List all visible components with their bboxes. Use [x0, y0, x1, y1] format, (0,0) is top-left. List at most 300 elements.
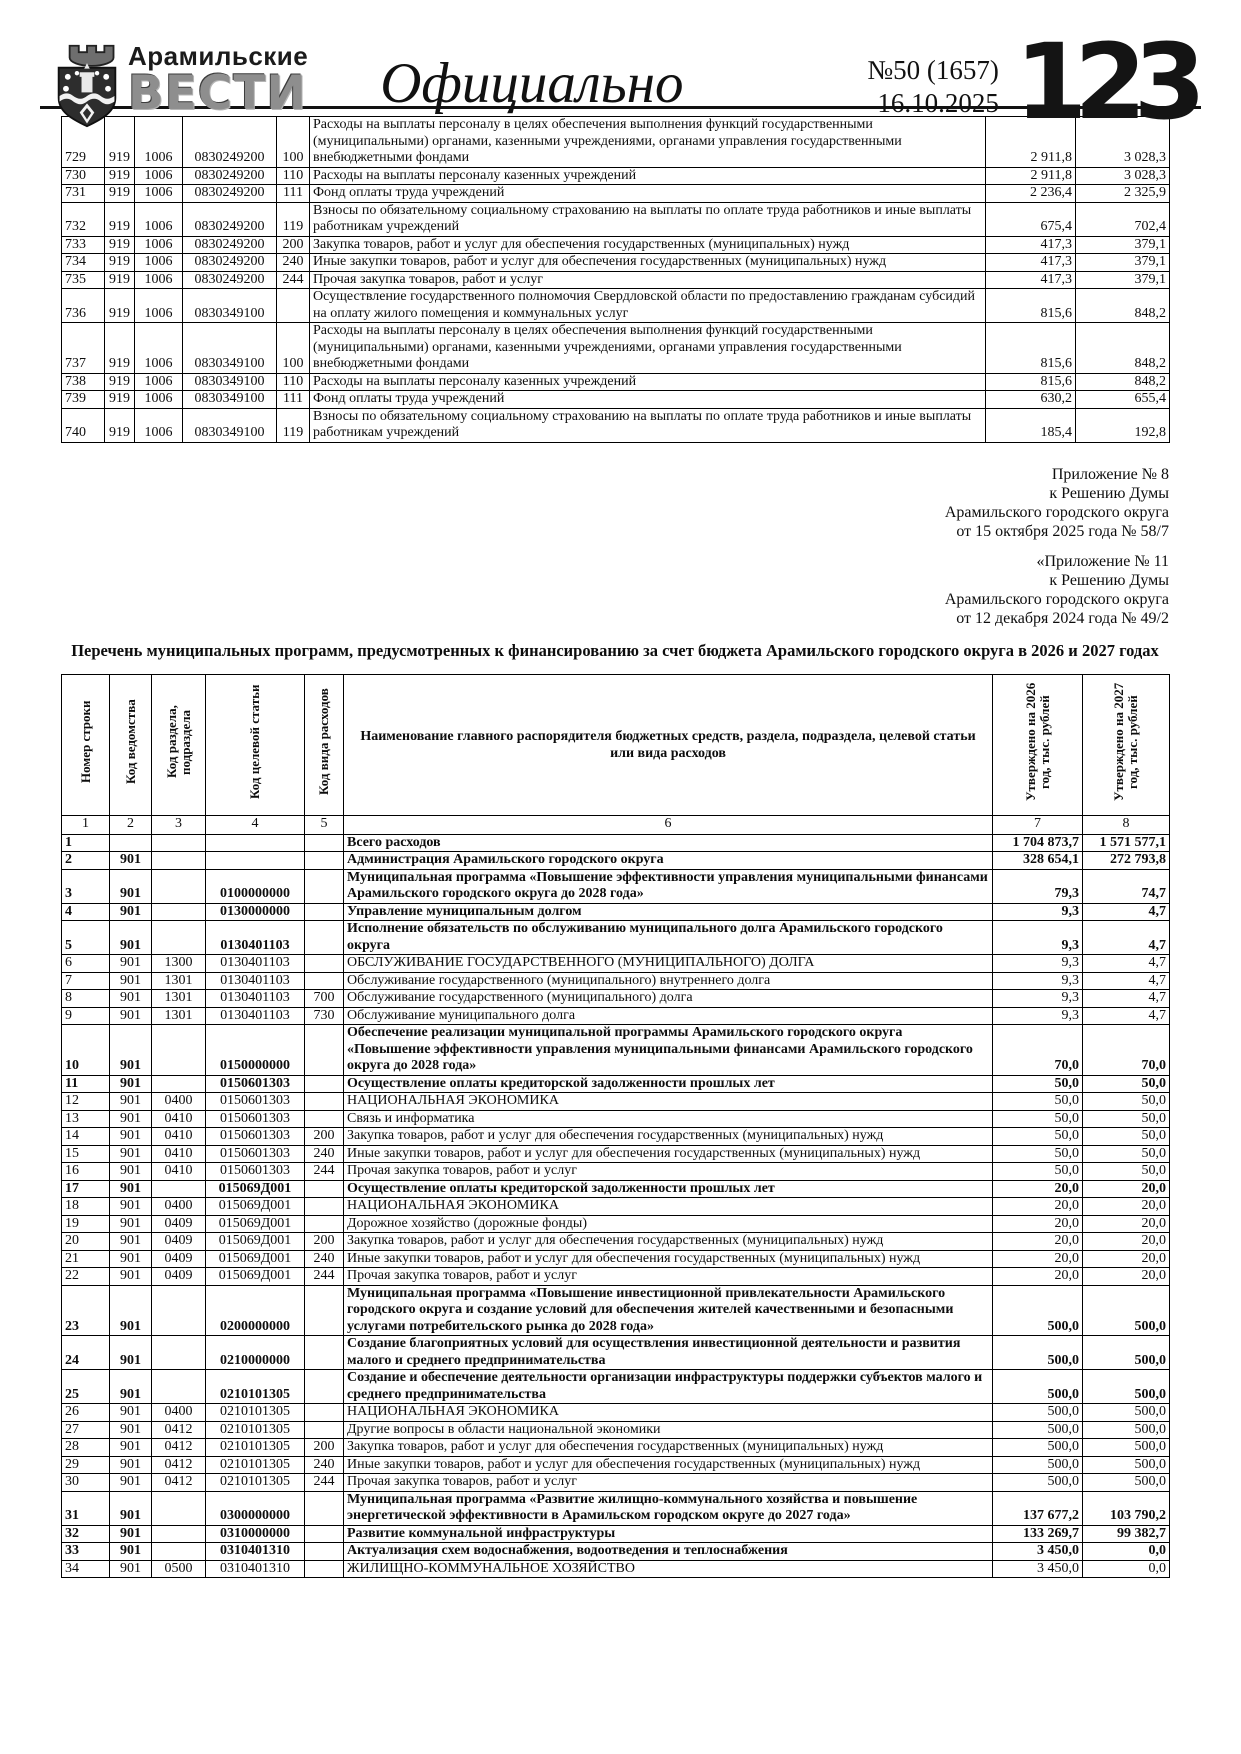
razdel-code-cell: [152, 852, 206, 870]
row-number-cell: 21: [62, 1250, 110, 1268]
row-number-cell: 2: [62, 852, 110, 870]
row-number-cell: 17: [62, 1180, 110, 1198]
amount-2027-cell: 500,0: [1083, 1421, 1170, 1439]
razdel-code-cell: 0400: [152, 1093, 206, 1111]
razdel-code-cell: [152, 921, 206, 955]
expense-kind-cell: [305, 903, 344, 921]
expense-kind-cell: 244: [305, 1268, 344, 1286]
amount-2026-cell: 500,0: [993, 1404, 1083, 1422]
vedomstvo-code-cell: 901: [110, 1474, 152, 1492]
row-number-cell: 28: [62, 1439, 110, 1457]
expense-kind-cell: 240: [277, 254, 310, 272]
vedomstvo-code-cell: 901: [110, 1404, 152, 1422]
table-row: [62, 1128, 1170, 1146]
target-article-cell: 0210101305: [206, 1439, 305, 1457]
table-row: [62, 167, 1170, 185]
expense-kind-cell: 240: [305, 1145, 344, 1163]
razdel-code-cell: [152, 1075, 206, 1093]
amount-2027-cell: 848,2: [1076, 373, 1170, 391]
row-number-cell: 6: [62, 955, 110, 973]
amount-2027-cell: 0,0: [1083, 1560, 1170, 1578]
table-row: [62, 1163, 1170, 1181]
header-vedomstvo: Код ведомства: [110, 674, 152, 815]
header-approved-2027: Утверждено на 2027 год, тыс. рублей: [1083, 674, 1170, 815]
table-row: [62, 391, 1170, 409]
expense-kind-cell: [305, 921, 344, 955]
amount-2026-cell: 417,3: [986, 271, 1076, 289]
table-row: [62, 903, 1170, 921]
amount-2027-cell: 3 028,3: [1076, 167, 1170, 185]
razdel-code-cell: [152, 1543, 206, 1561]
vedomstvo-code-cell: 901: [110, 1543, 152, 1561]
target-article-cell: 0150000000: [206, 1025, 305, 1076]
header-name: Наименование главного распорядителя бюджетных средств, раздела, подраздела, целевой статьи или вида расходов: [344, 674, 993, 815]
target-article-cell: 0150601303: [206, 1128, 305, 1146]
target-article-cell: 0210101305: [206, 1404, 305, 1422]
amount-2026-cell: 2 911,8: [986, 167, 1076, 185]
target-article-cell: 015069Д001: [206, 1215, 305, 1233]
row-number-cell: 736: [62, 289, 105, 323]
amount-2027-cell: 655,4: [1076, 391, 1170, 409]
table-row: [62, 1285, 1170, 1336]
expense-kind-cell: [305, 1180, 344, 1198]
table-row: [62, 955, 1170, 973]
name-cell: Развитие коммунальной инфраструктуры: [344, 1525, 993, 1543]
name-cell: Обслуживание государственного (муниципального) долга: [344, 990, 993, 1008]
expense-kind-cell: 244: [305, 1163, 344, 1181]
name-cell: НАЦИОНАЛЬНАЯ ЭКОНОМИКА: [344, 1093, 993, 1111]
column-number-row: [62, 815, 1170, 834]
vedomstvo-code-cell: 901: [110, 1093, 152, 1111]
amount-2027-cell: 4,7: [1083, 990, 1170, 1008]
table-row: [62, 1421, 1170, 1439]
vedomstvo-code-cell: 901: [110, 1007, 152, 1025]
row-number-cell: 740: [62, 408, 105, 442]
vedomstvo-code-cell: 901: [110, 1215, 152, 1233]
amount-2026-cell: 20,0: [993, 1215, 1083, 1233]
vedomstvo-code-cell: 919: [105, 117, 135, 168]
amount-2026-cell: 9,3: [993, 990, 1083, 1008]
target-article-cell: 0830249200: [183, 167, 277, 185]
row-number-cell: 735: [62, 271, 105, 289]
newspaper-name-top: Арамильские: [128, 41, 309, 71]
row-number-cell: 733: [62, 236, 105, 254]
expense-kind-cell: [305, 869, 344, 903]
programs-table: [61, 674, 1170, 1579]
amount-2027-cell: 0,0: [1083, 1543, 1170, 1561]
name-cell: НАЦИОНАЛЬНАЯ ЭКОНОМИКА: [344, 1198, 993, 1216]
table-row: [62, 921, 1170, 955]
row-number-cell: 19: [62, 1215, 110, 1233]
section-title: Официально: [380, 52, 684, 115]
name-cell: Обслуживание государственного (муниципального) внутреннего долга: [344, 972, 993, 990]
table-row: [62, 1543, 1170, 1561]
target-article-cell: 015069Д001: [206, 1250, 305, 1268]
row-number-cell: 34: [62, 1560, 110, 1578]
razdel-code-cell: 1006: [135, 236, 183, 254]
issue-block: [867, 21, 1203, 143]
amount-2027-cell: 2 325,9: [1076, 185, 1170, 203]
vedomstvo-code-cell: 919: [105, 289, 135, 323]
row-number-cell: 729: [62, 117, 105, 168]
table-row: [62, 972, 1170, 990]
expense-kind-cell: 100: [277, 323, 310, 374]
row-number-cell: 738: [62, 373, 105, 391]
amount-2027-cell: 192,8: [1076, 408, 1170, 442]
row-number-cell: 23: [62, 1285, 110, 1336]
amount-2026-cell: 20,0: [993, 1198, 1083, 1216]
target-article-cell: 0100000000: [206, 869, 305, 903]
amount-2027-cell: 20,0: [1083, 1233, 1170, 1251]
amount-2026-cell: 675,4: [986, 202, 1076, 236]
expense-kind-cell: 200: [305, 1233, 344, 1251]
amount-2027-cell: 20,0: [1083, 1215, 1170, 1233]
name-cell: Фонд оплаты труда учреждений: [310, 391, 986, 409]
expense-kind-cell: 240: [305, 1250, 344, 1268]
amount-2027-cell: 50,0: [1083, 1110, 1170, 1128]
appendix-line: от 12 декабря 2024 года № 49/2: [956, 609, 1169, 627]
name-cell: Другие вопросы в области национальной экономики: [344, 1421, 993, 1439]
table-row: [62, 852, 1170, 870]
razdel-code-cell: 1006: [135, 117, 183, 168]
name-cell: Актуализация схем водоснабжения, водоотведения и теплоснабжения: [344, 1543, 993, 1561]
target-article-cell: 015069Д001: [206, 1268, 305, 1286]
amount-2026-cell: 630,2: [986, 391, 1076, 409]
amount-2026-cell: 500,0: [993, 1370, 1083, 1404]
vedomstvo-code-cell: 901: [110, 1145, 152, 1163]
name-cell: ОБСЛУЖИВАНИЕ ГОСУДАРСТВЕННОГО (МУНИЦИПАЛЬНОГО) ДОЛГА: [344, 955, 993, 973]
amount-2027-cell: 4,7: [1083, 903, 1170, 921]
page-content: [0, 116, 1169, 1578]
expense-kind-cell: [305, 1075, 344, 1093]
amount-2026-cell: 20,0: [993, 1268, 1083, 1286]
header-row-number: Номер строки: [62, 674, 110, 815]
expense-kind-cell: [305, 1421, 344, 1439]
expense-kind-cell: [305, 852, 344, 870]
razdel-code-cell: 0409: [152, 1233, 206, 1251]
expense-kind-cell: [305, 1560, 344, 1578]
row-number-cell: 737: [62, 323, 105, 374]
table-row: [62, 1474, 1170, 1492]
vedomstvo-code-cell: 901: [110, 1025, 152, 1076]
row-number-cell: 5: [62, 921, 110, 955]
row-number-cell: 29: [62, 1456, 110, 1474]
amount-2027-cell: 50,0: [1083, 1093, 1170, 1111]
razdel-code-cell: [152, 1370, 206, 1404]
table-row: [62, 1145, 1170, 1163]
vedomstvo-code-cell: 901: [110, 1456, 152, 1474]
vedomstvo-code-cell: 901: [110, 1491, 152, 1525]
razdel-code-cell: 0412: [152, 1439, 206, 1457]
vedomstvo-code-cell: 919: [105, 373, 135, 391]
expense-kind-cell: 240: [305, 1456, 344, 1474]
razdel-code-cell: 0412: [152, 1474, 206, 1492]
column-number-cell: 1: [62, 815, 110, 834]
razdel-code-cell: [152, 1491, 206, 1525]
name-cell: Прочая закупка товаров, работ и услуг: [344, 1474, 993, 1492]
target-article-cell: 0830249200: [183, 271, 277, 289]
table-row: [62, 1180, 1170, 1198]
amount-2027-cell: 379,1: [1076, 254, 1170, 272]
expense-kind-cell: 100: [277, 117, 310, 168]
target-article-cell: 0210000000: [206, 1336, 305, 1370]
vedomstvo-code-cell: 901: [110, 990, 152, 1008]
page-number: 123: [1014, 21, 1193, 143]
amount-2026-cell: 9,3: [993, 972, 1083, 990]
amount-2026-cell: 3 450,0: [993, 1560, 1083, 1578]
header-target-article: Код целевой статьи: [206, 674, 305, 815]
table-row: [62, 834, 1170, 852]
amount-2027-cell: 500,0: [1083, 1456, 1170, 1474]
table-row: [62, 373, 1170, 391]
vedomstvo-code-cell: 901: [110, 1336, 152, 1370]
razdel-code-cell: 0410: [152, 1128, 206, 1146]
amount-2026-cell: 20,0: [993, 1180, 1083, 1198]
table-row: [62, 1404, 1170, 1422]
razdel-code-cell: 0410: [152, 1145, 206, 1163]
razdel-code-cell: [152, 869, 206, 903]
table-row: [62, 1456, 1170, 1474]
appendix-line: к Решению Думы: [1049, 484, 1169, 502]
row-number-cell: 730: [62, 167, 105, 185]
target-article-cell: 0130401103: [206, 955, 305, 973]
target-article-cell: 0830249200: [183, 254, 277, 272]
table-row: [62, 1215, 1170, 1233]
vedomstvo-code-cell: 901: [110, 955, 152, 973]
appendix-line: Приложение № 8: [1051, 465, 1169, 483]
target-article-cell: 0150601303: [206, 1145, 305, 1163]
razdel-code-cell: 1006: [135, 391, 183, 409]
row-number-cell: 731: [62, 185, 105, 203]
expense-kind-cell: [305, 1093, 344, 1111]
target-article-cell: [206, 852, 305, 870]
table-row: [62, 1439, 1170, 1457]
amount-2027-cell: 4,7: [1083, 972, 1170, 990]
expense-kind-cell: 111: [277, 185, 310, 203]
name-cell: Прочая закупка товаров, работ и услуг: [344, 1163, 993, 1181]
row-number-cell: 22: [62, 1268, 110, 1286]
table-header-row: [62, 674, 1170, 815]
amount-2026-cell: 9,3: [993, 921, 1083, 955]
amount-2026-cell: 3 450,0: [993, 1543, 1083, 1561]
vedomstvo-code-cell: 919: [105, 408, 135, 442]
row-number-cell: 31: [62, 1491, 110, 1525]
amount-2026-cell: 815,6: [986, 373, 1076, 391]
table-row: [62, 1233, 1170, 1251]
row-number-cell: 732: [62, 202, 105, 236]
newspaper-name-bottom: ВЕСТИ: [128, 66, 307, 121]
vedomstvo-code-cell: 919: [105, 167, 135, 185]
table-row: [62, 236, 1170, 254]
vedomstvo-code-cell: 901: [110, 1233, 152, 1251]
razdel-code-cell: 1006: [135, 185, 183, 203]
name-cell: Дорожное хозяйство (дорожные фонды): [344, 1215, 993, 1233]
amount-2027-cell: 4,7: [1083, 955, 1170, 973]
target-article-cell: 0310401310: [206, 1560, 305, 1578]
razdel-code-cell: 1300: [152, 955, 206, 973]
header-razdel: Код раздела, подраздела: [152, 674, 206, 815]
vedomstvo-code-cell: [110, 834, 152, 852]
target-article-cell: 0300000000: [206, 1491, 305, 1525]
vedomstvo-code-cell: 901: [110, 1421, 152, 1439]
target-article-cell: 0130401103: [206, 921, 305, 955]
amount-2027-cell: 20,0: [1083, 1180, 1170, 1198]
target-article-cell: 0830249200: [183, 236, 277, 254]
table-row: [62, 1268, 1170, 1286]
table-row: [62, 1198, 1170, 1216]
target-article-cell: 0830349100: [183, 408, 277, 442]
target-article-cell: 0830249200: [183, 117, 277, 168]
vedomstvo-code-cell: 919: [105, 391, 135, 409]
vedomstvo-code-cell: 919: [105, 185, 135, 203]
target-article-cell: 0130401103: [206, 1007, 305, 1025]
expense-kind-cell: [305, 1543, 344, 1561]
razdel-code-cell: 1006: [135, 408, 183, 442]
target-article-cell: 0210101305: [206, 1474, 305, 1492]
amount-2027-cell: 50,0: [1083, 1075, 1170, 1093]
razdel-code-cell: [152, 834, 206, 852]
appendix-line: Арамильского городского округа: [944, 590, 1169, 608]
expense-kind-cell: [305, 1336, 344, 1370]
table-row: [62, 1007, 1170, 1025]
name-cell: НАЦИОНАЛЬНАЯ ЭКОНОМИКА: [344, 1404, 993, 1422]
column-number-cell: 8: [1083, 815, 1170, 834]
expense-kind-cell: [305, 1025, 344, 1076]
vedomstvo-code-cell: 901: [110, 852, 152, 870]
table-row: [62, 289, 1170, 323]
name-cell: Иные закупки товаров, работ и услуг для обеспечения государственных (муниципальных) нужд: [344, 1456, 993, 1474]
name-cell: Взносы по обязательному социальному страхованию на выплаты по оплате труда работников и иные выплаты работникам учреждений: [310, 202, 986, 236]
row-number-cell: 8: [62, 990, 110, 1008]
expense-kind-cell: 200: [305, 1128, 344, 1146]
amount-2027-cell: 272 793,8: [1083, 852, 1170, 870]
table-row: [62, 1560, 1170, 1578]
name-cell: Фонд оплаты труда учреждений: [310, 185, 986, 203]
amount-2027-cell: 20,0: [1083, 1198, 1170, 1216]
expense-kind-cell: [305, 1285, 344, 1336]
amount-2026-cell: 50,0: [993, 1128, 1083, 1146]
amount-2026-cell: 79,3: [993, 869, 1083, 903]
expense-kind-cell: 244: [305, 1474, 344, 1492]
row-number-cell: 16: [62, 1163, 110, 1181]
amount-2026-cell: 20,0: [993, 1250, 1083, 1268]
row-number-cell: 20: [62, 1233, 110, 1251]
row-number-cell: 27: [62, 1421, 110, 1439]
newspaper-logo: [55, 42, 308, 129]
amount-2027-cell: 848,2: [1076, 323, 1170, 374]
column-number-cell: 6: [344, 815, 993, 834]
row-number-cell: 18: [62, 1198, 110, 1216]
name-cell: Закупка товаров, работ и услуг для обеспечения государственных (муниципальных) нужд: [344, 1128, 993, 1146]
appendix-8-block: [61, 465, 1169, 541]
razdel-code-cell: 1006: [135, 202, 183, 236]
row-number-cell: 30: [62, 1474, 110, 1492]
table-row: [62, 1370, 1170, 1404]
table-row: [62, 323, 1170, 374]
budget-continuation-table: [61, 116, 1170, 443]
row-number-cell: 15: [62, 1145, 110, 1163]
amount-2027-cell: 500,0: [1083, 1336, 1170, 1370]
expense-kind-cell: [305, 1404, 344, 1422]
table-row: [62, 1075, 1170, 1093]
appendix-11-block: [61, 552, 1169, 628]
header-expense-kind: Код вида расходов: [305, 674, 344, 815]
amount-2026-cell: 50,0: [993, 1110, 1083, 1128]
amount-2026-cell: 417,3: [986, 254, 1076, 272]
amount-2026-cell: 500,0: [993, 1336, 1083, 1370]
expense-kind-cell: 119: [277, 408, 310, 442]
razdel-code-cell: 0412: [152, 1456, 206, 1474]
razdel-code-cell: 0410: [152, 1110, 206, 1128]
vedomstvo-code-cell: 919: [105, 271, 135, 289]
target-article-cell: 0830249200: [183, 185, 277, 203]
amount-2026-cell: 9,3: [993, 903, 1083, 921]
amount-2026-cell: 328 654,1: [993, 852, 1083, 870]
amount-2026-cell: 500,0: [993, 1474, 1083, 1492]
table-row: [62, 1336, 1170, 1370]
razdel-code-cell: 0400: [152, 1404, 206, 1422]
vedomstvo-code-cell: 919: [105, 202, 135, 236]
table-row: [62, 1491, 1170, 1525]
amount-2027-cell: 702,4: [1076, 202, 1170, 236]
target-article-cell: 0830349100: [183, 373, 277, 391]
expense-kind-cell: 730: [305, 1007, 344, 1025]
table-row: [62, 869, 1170, 903]
vedomstvo-code-cell: 919: [105, 254, 135, 272]
name-cell: Всего расходов: [344, 834, 993, 852]
appendix-line: Арамильского городского округа: [944, 503, 1169, 521]
column-number-cell: 2: [110, 815, 152, 834]
target-article-cell: 0310000000: [206, 1525, 305, 1543]
name-cell: Прочая закупка товаров, работ и услуг: [310, 271, 986, 289]
vedomstvo-code-cell: 901: [110, 1370, 152, 1404]
row-number-cell: 26: [62, 1404, 110, 1422]
vedomstvo-code-cell: 901: [110, 921, 152, 955]
name-cell: Закупка товаров, работ и услуг для обеспечения государственных (муниципальных) нужд: [344, 1439, 993, 1457]
expense-kind-cell: [277, 289, 310, 323]
vedomstvo-code-cell: 901: [110, 869, 152, 903]
expense-kind-cell: [305, 1525, 344, 1543]
name-cell: Расходы на выплаты персоналу казенных учреждений: [310, 373, 986, 391]
coat-of-arms-icon: [55, 43, 119, 129]
razdel-code-cell: 0409: [152, 1215, 206, 1233]
vedomstvo-code-cell: 901: [110, 1268, 152, 1286]
target-article-cell: 0830349100: [183, 289, 277, 323]
amount-2027-cell: 500,0: [1083, 1474, 1170, 1492]
target-article-cell: 0210101305: [206, 1456, 305, 1474]
target-article-cell: 0150601303: [206, 1163, 305, 1181]
issue-number: №50 (1657): [867, 55, 999, 85]
expense-kind-cell: 200: [277, 236, 310, 254]
amount-2027-cell: 20,0: [1083, 1268, 1170, 1286]
razdel-code-cell: [152, 1525, 206, 1543]
row-number-cell: 13: [62, 1110, 110, 1128]
expense-kind-cell: 110: [277, 167, 310, 185]
vedomstvo-code-cell: 901: [110, 1128, 152, 1146]
vedomstvo-code-cell: 901: [110, 1439, 152, 1457]
vedomstvo-code-cell: 901: [110, 1285, 152, 1336]
name-cell: Расходы на выплаты персоналу казенных учреждений: [310, 167, 986, 185]
vedomstvo-code-cell: 919: [105, 236, 135, 254]
name-cell: Управление муниципальным долгом: [344, 903, 993, 921]
amount-2027-cell: 4,7: [1083, 1007, 1170, 1025]
amount-2027-cell: 74,7: [1083, 869, 1170, 903]
target-article-cell: 015069Д001: [206, 1233, 305, 1251]
amount-2026-cell: 500,0: [993, 1421, 1083, 1439]
column-number-cell: 7: [993, 815, 1083, 834]
razdel-code-cell: [152, 1025, 206, 1076]
table-row: [62, 1525, 1170, 1543]
